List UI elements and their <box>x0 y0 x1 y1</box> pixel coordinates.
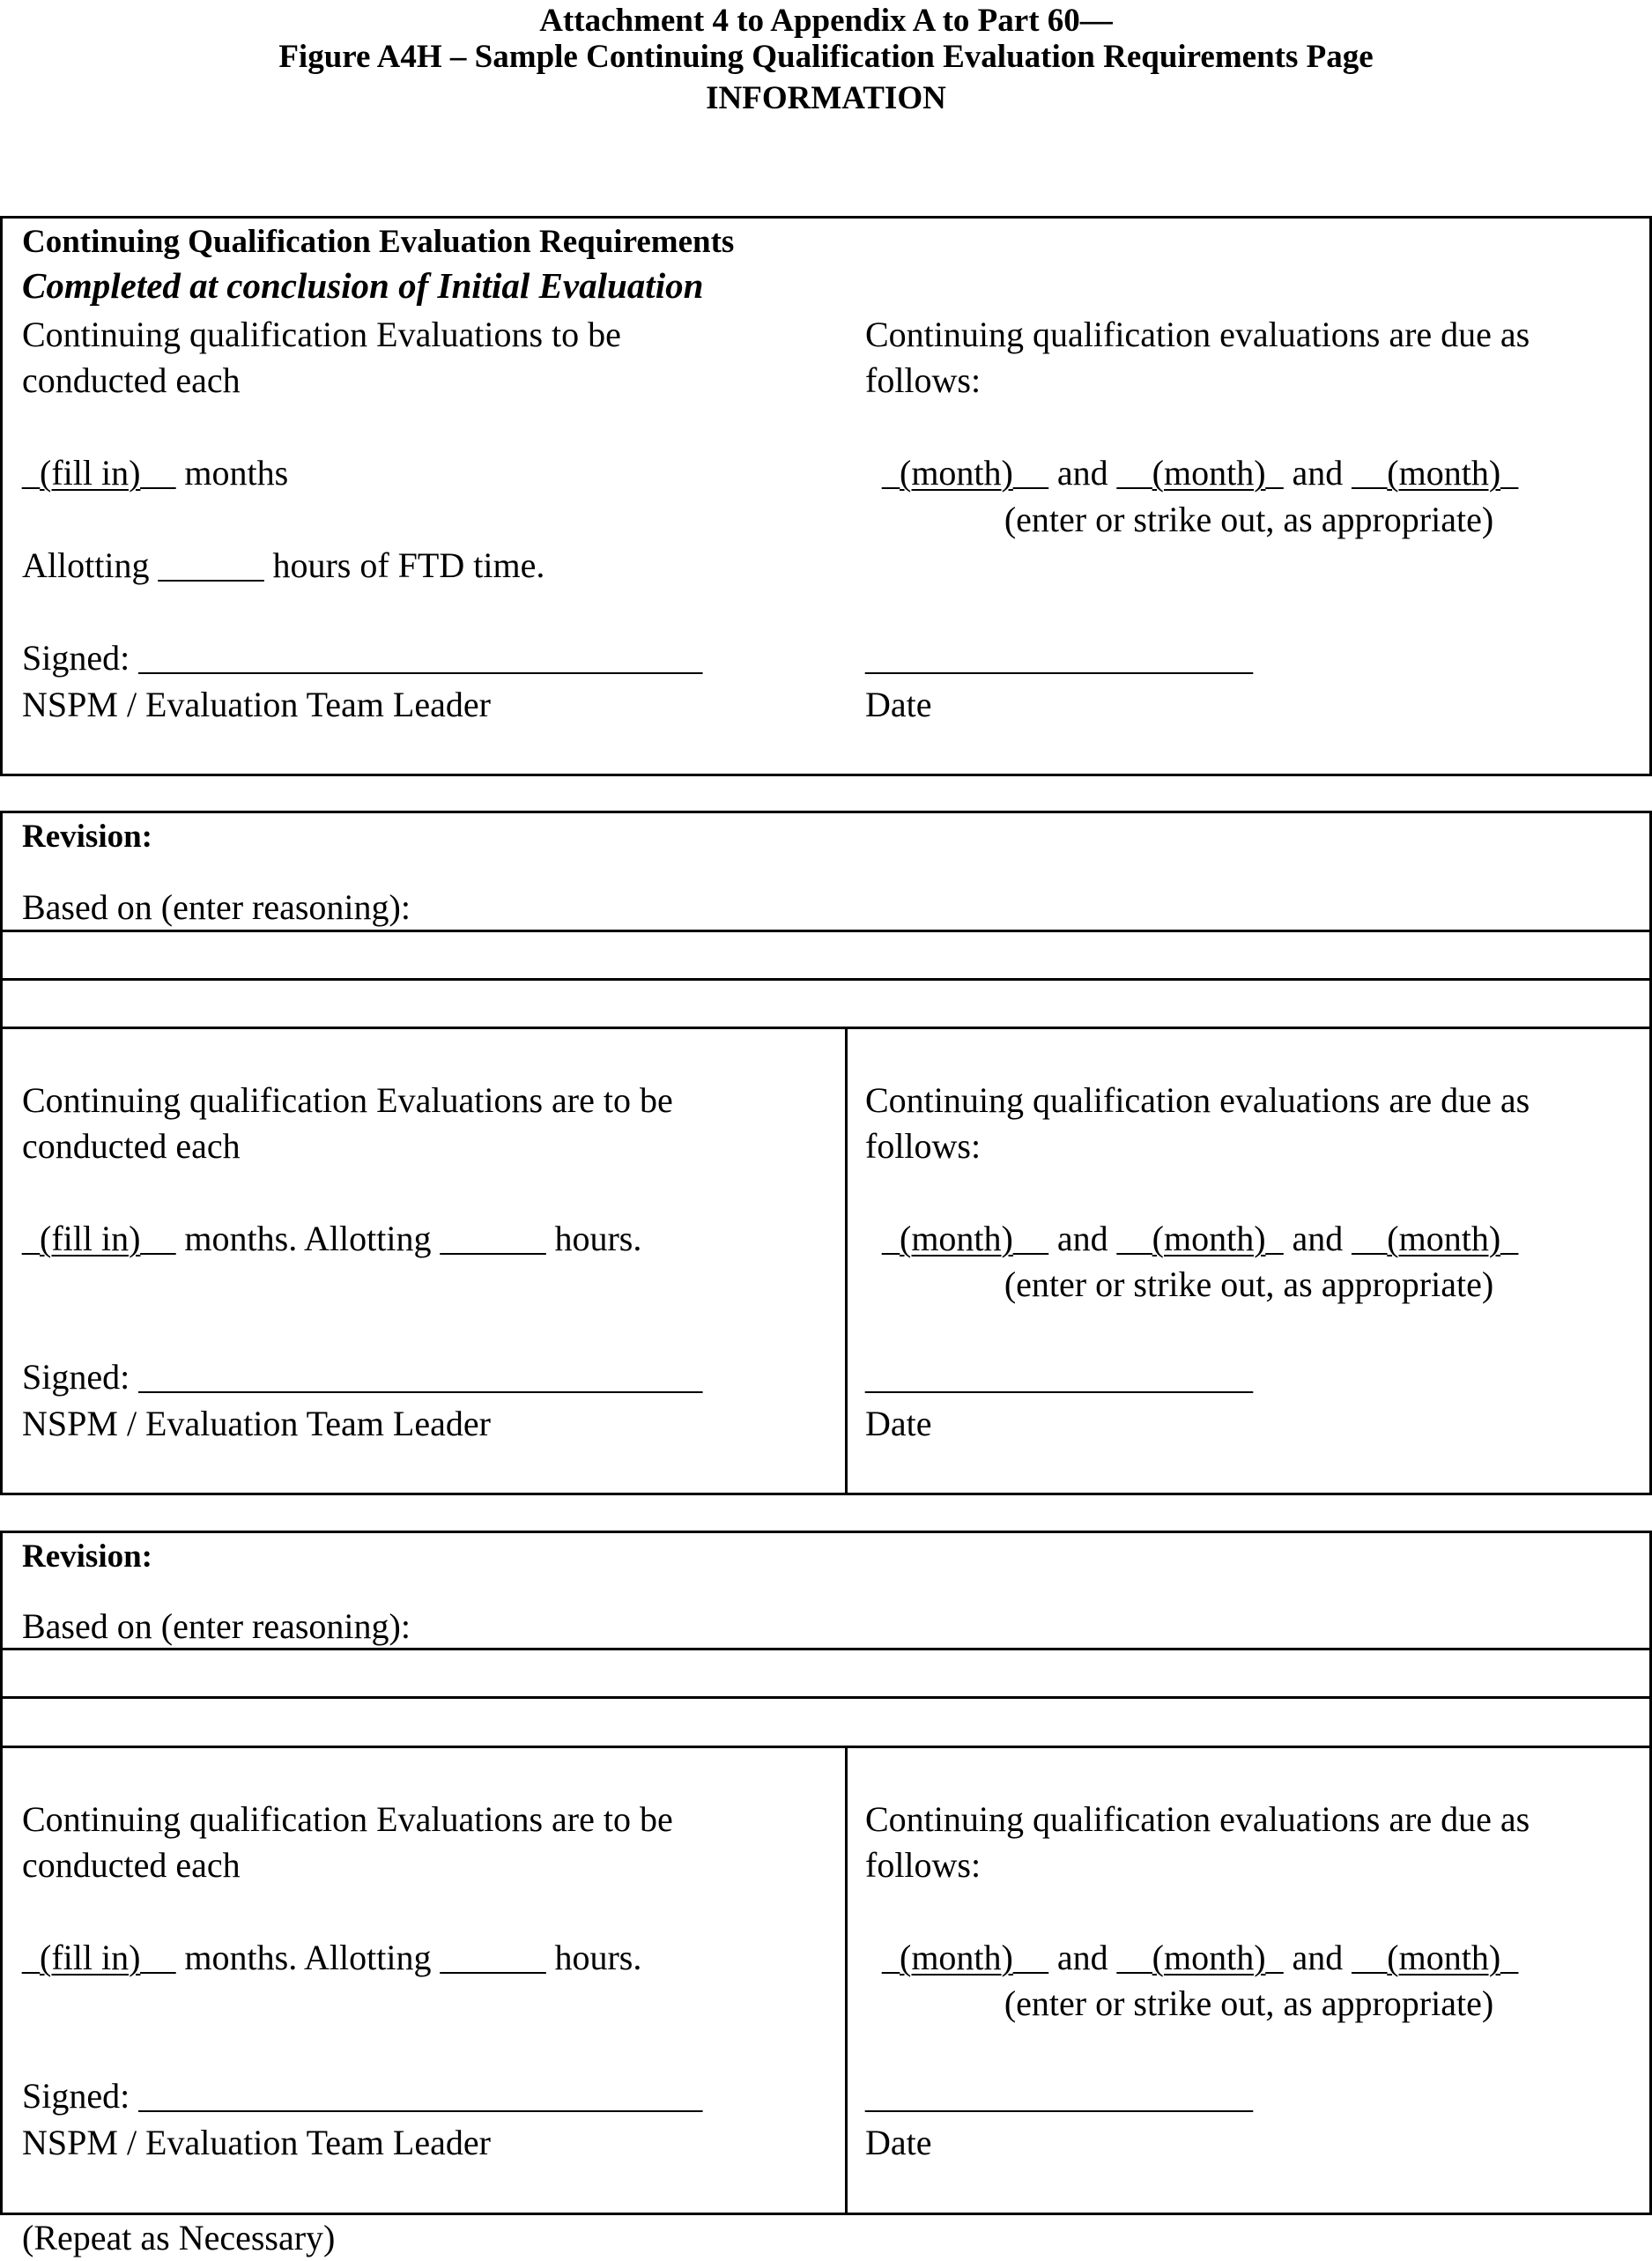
initial-date-label: Date <box>865 685 932 724</box>
month-field-2[interactable]: (month) <box>1152 1219 1266 1258</box>
revision-left-line2: conducted each <box>22 1845 241 1885</box>
revision-date-line[interactable]: ______________________ <box>865 2076 1253 2116</box>
month-field-1[interactable]: (month) <box>900 453 1013 493</box>
fill-in-field[interactable]: (fill in) <box>40 453 141 493</box>
initial-signed-line[interactable]: Signed: ________________________________ <box>22 638 703 678</box>
initial-fill-in-months[interactable] <box>22 449 288 496</box>
month-sep: _ and __ <box>1265 1219 1388 1258</box>
month-field-1[interactable]: (month) <box>900 1219 1013 1258</box>
revision-fill-in-months[interactable] <box>22 1215 641 1262</box>
initial-date-line[interactable]: ______________________ <box>865 638 1253 678</box>
month-field-2[interactable]: (month) <box>1152 1938 1266 1977</box>
revision-date-label: Date <box>865 1404 932 1443</box>
initial-subheading: Completed at conclusion of Initial Evaluation <box>22 265 704 306</box>
month-sep: __ and __ <box>1012 1219 1152 1258</box>
revision-months-due[interactable] <box>882 1215 1518 1262</box>
column-divider <box>845 1746 848 2213</box>
initial-left-line2: conducted each <box>22 360 241 400</box>
initial-heading: Continuing Qualification Evaluation Requirements <box>22 224 735 260</box>
revision-signed-line[interactable]: Signed: ________________________________ <box>22 2076 703 2116</box>
revision-months-due[interactable] <box>882 1934 1518 1981</box>
reasoning-line-1[interactable] <box>0 930 1652 932</box>
month-sep: _ <box>882 453 900 493</box>
revision-title: Revision: <box>22 1538 152 1575</box>
revision-right-line2: follows: <box>865 1126 982 1166</box>
month-field-1[interactable]: (month) <box>900 1938 1013 1977</box>
month-sep: _ <box>1500 1938 1519 1977</box>
month-field-3[interactable]: (month) <box>1387 1938 1501 1977</box>
initial-signer-label: NSPM / Evaluation Team Leader <box>22 685 491 724</box>
revision-strike-note: (enter or strike out, as appropriate) <box>1004 1983 1494 2023</box>
month-field-3[interactable]: (month) <box>1387 453 1501 493</box>
month-sep: __ and __ <box>1012 1938 1152 1977</box>
fill-prefix: _ <box>22 1938 40 1977</box>
column-divider <box>845 1027 848 1494</box>
revision-date-line[interactable]: ______________________ <box>865 1357 1253 1397</box>
revision-title: Revision: <box>22 819 152 855</box>
revision-signed-line[interactable]: Signed: ________________________________ <box>22 1357 703 1397</box>
header-line-2: Figure A4H – Sample Continuing Qualification Evaluation Requirements Page <box>278 39 1374 75</box>
reasoning-line-1[interactable] <box>0 1648 1652 1650</box>
month-sep: _ and __ <box>1265 453 1388 493</box>
fill-prefix: _ <box>22 453 40 493</box>
fill-suffix: __ months <box>140 453 289 493</box>
initial-right-line2: follows: <box>865 360 982 400</box>
revision-signer-label: NSPM / Evaluation Team Leader <box>22 2123 491 2162</box>
revision-right-line2: follows: <box>865 1845 982 1885</box>
revision-left-line2: conducted each <box>22 1126 241 1166</box>
header-line-1: Attachment 4 to Appendix A to Part 60— <box>539 3 1113 39</box>
revision-based-on: Based on (enter reasoning): <box>22 1606 411 1646</box>
fill-suffix: __ months. Allotting ______ hours. <box>140 1938 642 1977</box>
reasoning-line-3[interactable] <box>0 1746 1652 1748</box>
month-sep: _ <box>1500 1219 1519 1258</box>
month-sep: _ and __ <box>1265 1938 1388 1977</box>
fill-in-field[interactable]: (fill in) <box>40 1938 141 1977</box>
header-line-3: INFORMATION <box>706 80 946 116</box>
revision-date-label: Date <box>865 2123 932 2162</box>
revision-right-line1: Continuing qualification evaluations are due as <box>865 1799 1530 1839</box>
initial-right-line1: Continuing qualification evaluations are due as <box>865 315 1530 354</box>
month-sep: _ <box>882 1938 900 1977</box>
initial-allotting-hours[interactable]: Allotting ______ hours of FTD time. <box>22 545 545 585</box>
fill-prefix: _ <box>22 1219 40 1258</box>
revision-strike-note: (enter or strike out, as appropriate) <box>1004 1264 1494 1304</box>
initial-left-line1: Continuing qualification Evaluations to be <box>22 315 621 354</box>
revision-left-line1: Continuing qualification Evaluations are to be <box>22 1799 673 1839</box>
initial-strike-note: (enter or strike out, as appropriate) <box>1004 500 1494 539</box>
reasoning-line-3[interactable] <box>0 1027 1652 1029</box>
fill-suffix: __ months. Allotting ______ hours. <box>140 1219 642 1258</box>
month-sep: _ <box>882 1219 900 1258</box>
reasoning-line-2[interactable] <box>0 978 1652 981</box>
revision-signer-label: NSPM / Evaluation Team Leader <box>22 1404 491 1443</box>
month-field-3[interactable]: (month) <box>1387 1219 1501 1258</box>
reasoning-line-2[interactable] <box>0 1696 1652 1699</box>
fill-in-field[interactable]: (fill in) <box>40 1219 141 1258</box>
revision-based-on: Based on (enter reasoning): <box>22 887 411 927</box>
initial-months-due[interactable] <box>882 449 1518 496</box>
footer-note: (Repeat as Necessary) <box>22 2218 336 2257</box>
revision-right-line1: Continuing qualification evaluations are due as <box>865 1080 1530 1120</box>
month-sep: __ and __ <box>1012 453 1152 493</box>
month-sep: _ <box>1500 453 1519 493</box>
revision-fill-in-months[interactable] <box>22 1934 641 1981</box>
month-field-2[interactable]: (month) <box>1152 453 1266 493</box>
revision-left-line1: Continuing qualification Evaluations are to be <box>22 1080 673 1120</box>
